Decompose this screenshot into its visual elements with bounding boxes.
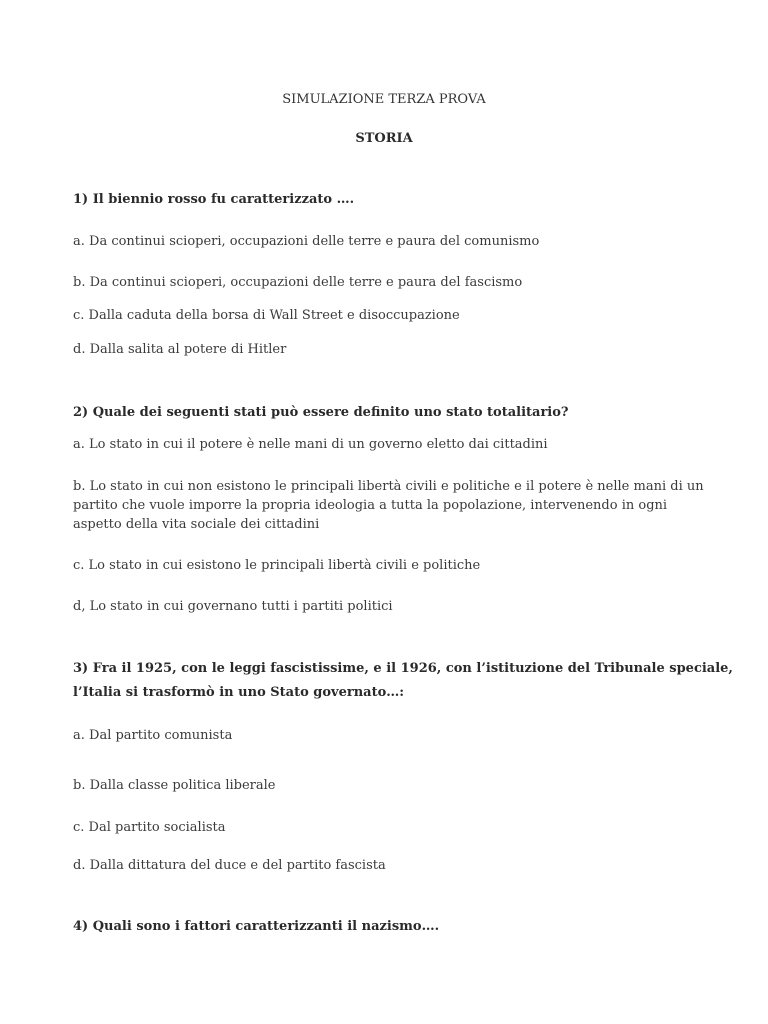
question-2-option-d: d, Lo stato in cui governano tutti i partiti politici xyxy=(73,599,393,614)
question-1-option-c: c. Dalla caduta della borsa di Wall Street e disoccupazione xyxy=(73,308,460,323)
question-3-option-d: d. Dalla dittatura del duce e del partito fascista xyxy=(73,858,386,873)
question-1-option-a: a. Da continui scioperi, occupazioni delle terre e paura del comunismo xyxy=(73,234,540,249)
question-3-line-1: 3) Fra il 1925, con le leggi fascistissime, e il 1926, con l’istituzione del Tribunale speciale, xyxy=(73,661,733,676)
document-subject: STORIA xyxy=(355,131,413,146)
question-1-option-d: d. Dalla salita al potere di Hitler xyxy=(73,342,287,357)
question-1: 1) Il biennio rosso fu caratterizzato …. xyxy=(73,192,355,207)
question-1-option-b: b. Da continui scioperi, occupazioni delle terre e paura del fascismo xyxy=(73,275,523,290)
question-4: 4) Quali sono i fattori caratterizzanti il nazismo…. xyxy=(73,919,440,934)
question-2: 2) Quale dei seguenti stati può essere definito uno stato totalitario? xyxy=(73,405,569,420)
question-3-line-2: l’Italia si trasformò in uno Stato governato…: xyxy=(73,685,405,700)
question-3-option-b: b. Dalla classe politica liberale xyxy=(73,778,276,793)
document-title: SIMULAZIONE TERZA PROVA xyxy=(282,92,486,107)
question-3-option-c: c. Dal partito socialista xyxy=(73,820,226,835)
question-2-option-b: b. Lo stato in cui non esistono le principali libertà civili e politiche e il potere è nelle mani di un partito che vuole imporre la propria ideologia a tutta la popolazione, intervenendo in ogni aspetto della vita sociale dei cittadini xyxy=(73,479,704,532)
question-2-option-a: a. Lo stato in cui il potere è nelle mani di un governo eletto dai cittadini xyxy=(73,437,548,452)
question-2-option-c: c. Lo stato in cui esistono le principali libertà civili e politiche xyxy=(73,558,481,573)
question-3-option-a: a. Dal partito comunista xyxy=(73,728,233,743)
